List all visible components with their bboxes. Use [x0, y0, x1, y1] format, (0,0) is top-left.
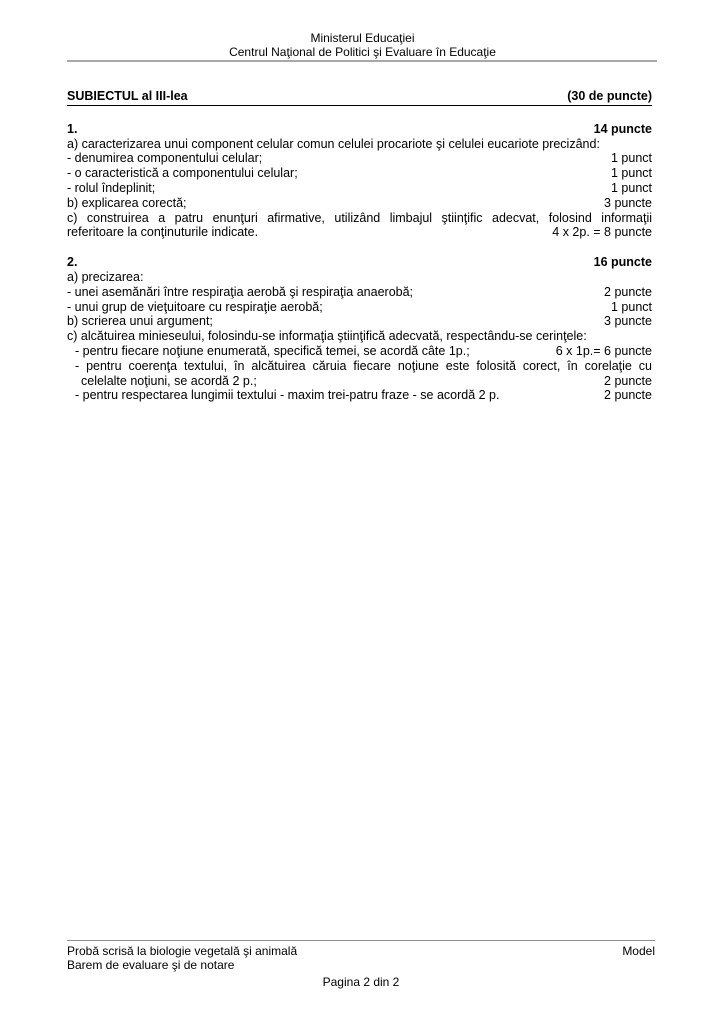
- item-1-total: 14 puncte: [593, 121, 652, 136]
- document-body: [67, 89, 652, 403]
- footer-model-label: Model: [622, 944, 655, 958]
- points-value: 1 punct: [610, 299, 652, 314]
- points-value: 1 punct: [610, 166, 652, 181]
- score-line: [67, 196, 652, 211]
- points-value: 2 puncte: [604, 284, 652, 299]
- criterion-text: b) scrierea unui argument;: [67, 314, 213, 329]
- points-value: 1 punct: [610, 180, 652, 195]
- item-2-number: 2.: [67, 255, 78, 270]
- criterion-text: a) precizarea:: [67, 269, 144, 284]
- item-1-number: 1.: [67, 121, 78, 136]
- score-line: [67, 329, 652, 344]
- points-value: 6 x 1p.= 6 puncte: [555, 343, 652, 358]
- score-line: [67, 166, 652, 181]
- score-line: [67, 151, 652, 166]
- criterion-text: - o caracteristică a componentului celular;: [67, 166, 298, 181]
- points-value: [644, 270, 652, 285]
- score-line: [67, 181, 652, 196]
- score-line: [67, 344, 652, 359]
- document-footer: [67, 940, 655, 989]
- score-line: [67, 137, 652, 152]
- footer-row: [67, 944, 655, 958]
- score-line: [67, 300, 652, 315]
- item-2-total: 16 puncte: [593, 255, 652, 270]
- score-line: [67, 388, 652, 403]
- header-divider: [67, 60, 657, 62]
- footer-divider: [67, 940, 655, 941]
- points-value: 2 puncte: [604, 373, 652, 388]
- criterion-text: b) explicarea corectă;: [67, 195, 187, 210]
- points-value: [644, 137, 652, 152]
- points-value: 1 punct: [610, 151, 652, 166]
- score-line: [67, 285, 652, 300]
- criterion-text: - denumirea componentului celular;: [67, 151, 263, 166]
- footer-exam-name: Probă scrisă la biologie vegetală şi animală: [67, 944, 298, 958]
- score-line: [67, 270, 652, 285]
- item-2-heading: [67, 255, 652, 270]
- criterion-text: - rolul îndeplinit;: [67, 180, 156, 195]
- criterion-text: c) alcătuirea minieseului, folosindu-se informaţia ştiinţifică adecvată, respectându-se cerinţele:: [67, 329, 587, 344]
- header-center-name: Centrul Naţional de Politici şi Evaluare în Educaţie: [229, 45, 496, 59]
- points-value: 3 puncte: [604, 314, 652, 329]
- section-title: SUBIECTUL al III-lea: [67, 89, 188, 103]
- criterion-text: referitoare la conţinuturile indicate.: [67, 225, 259, 240]
- points-value: 3 puncte: [604, 195, 652, 210]
- points-value: 2 puncte: [604, 388, 652, 403]
- item-1-heading: [67, 122, 652, 137]
- criterion-text: celelalte noţiuni, se acordă 2 p.;: [81, 373, 257, 388]
- criterion-text: - unei asemănări între respiraţia aerobă şi respiraţia anaerobă;: [67, 284, 414, 299]
- footer-page-number: Pagina 2 din 2: [322, 975, 400, 989]
- score-line: - pentru coerenţa textului, în alcătuirea căruia fiecare noţiune este folosită corect, în corelaţie cu: [75, 358, 652, 373]
- score-line: c) construirea a patru enunţuri afirmative, utilizând limbajul ştiinţific adecvat, folosind informaţii: [67, 210, 652, 225]
- criterion-text: a) caracterizarea unui component celular comun celulei procariote şi celulei eucariote precizând:: [67, 136, 600, 151]
- header-ministry: Ministerul Educaţiei: [310, 31, 415, 45]
- criterion-text: - unui grup de vieţuitoare cu respiraţie aerobă;: [67, 299, 323, 314]
- score-line: [67, 314, 652, 329]
- criterion-text: - pentru respectarea lungimii textului - maxim trei-patru fraze - se acordă 2 p.: [75, 388, 500, 403]
- score-line: [67, 225, 652, 240]
- section-title-row: [67, 89, 652, 106]
- points-value: 4 x 2p. = 8 puncte: [552, 225, 652, 240]
- points-value: [644, 329, 652, 344]
- score-line: [67, 374, 652, 389]
- document-header: [0, 0, 725, 62]
- criterion-text: - pentru fiecare noţiune enumerată, specifică temei, se acordă câte 1p.;: [75, 343, 470, 358]
- section-total-points: (30 de puncte): [567, 89, 652, 103]
- footer-barem-label: Barem de evaluare şi de notare: [67, 958, 235, 972]
